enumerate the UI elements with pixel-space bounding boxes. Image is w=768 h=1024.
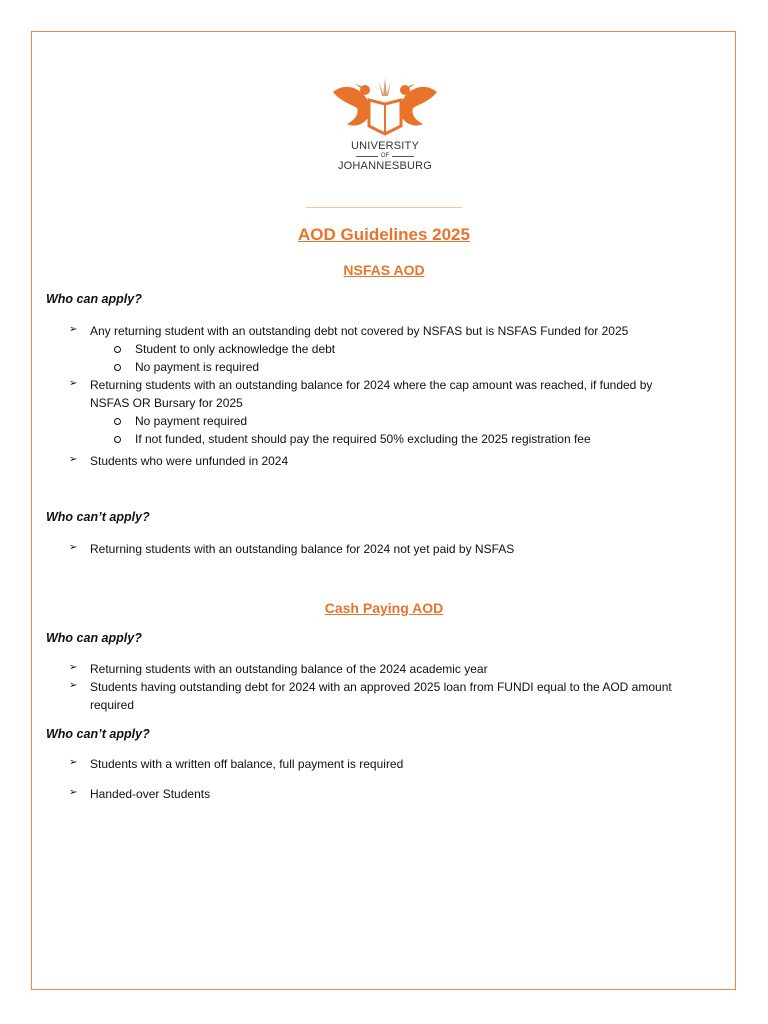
logo-text-university: UNIVERSITY	[350, 140, 419, 152]
arrow-bullet-icon: ➢	[69, 757, 78, 768]
header-divider	[306, 207, 462, 208]
nsfas-can-item-2: Returning students with an outstanding balance for 2024 where the cap amount was reached, if funded by	[90, 378, 653, 392]
nsfas-can-item-1: Any returning student with an outstanding debt not covered by NSFAS but is NSFAS Funded for 2025	[90, 324, 629, 338]
nsfas-sub-item-1b: No payment is required	[135, 360, 260, 374]
arrow-bullet-icon: ➢	[69, 662, 78, 673]
arrow-bullet-icon: ➢	[69, 680, 78, 691]
university-logo	[320, 74, 450, 184]
document-title: AOD Guidelines 2025	[298, 225, 470, 244]
arrow-bullet-icon: ➢	[69, 454, 78, 465]
arrow-bullet-icon: ➢	[69, 324, 78, 335]
nsfas-sub-item-2a: No payment required	[135, 414, 248, 428]
circle-bullet-icon	[114, 436, 121, 443]
nsfas-heading: NSFAS AOD	[343, 262, 425, 278]
circle-bullet-icon	[114, 364, 121, 371]
cash-cant-apply-label: Who can’t apply?	[46, 727, 150, 741]
logo-text-johannesburg: JOHANNESBURG	[337, 160, 433, 172]
arrow-bullet-icon: ➢	[69, 378, 78, 389]
nsfas-can-item-3: Students who were unfunded in 2024	[90, 454, 289, 468]
cash-can-apply-label: Who can apply?	[46, 631, 142, 645]
arrow-bullet-icon: ➢	[69, 787, 78, 798]
logo-of-line-right	[392, 156, 414, 157]
nsfas-cant-apply-label: Who can’t apply?	[46, 510, 150, 524]
cash-cant-item-1: Students with a written off balance, full payment is required	[90, 757, 404, 771]
logo-text-of: OF	[380, 153, 390, 159]
uj-crest-icon	[325, 74, 445, 140]
cash-can-item-1: Returning students with an outstanding balance of the 2024 academic year	[90, 662, 488, 676]
cash-heading: Cash Paying AOD	[324, 600, 444, 616]
logo-text-of-row	[320, 152, 450, 160]
cash-cant-item-2: Handed-over Students	[90, 787, 211, 801]
arrow-bullet-icon: ➢	[69, 542, 78, 553]
cash-can-item-2: Students having outstanding debt for 2024 with an approved 2025 loan from FUNDI equal to the AOD amount	[90, 680, 672, 694]
nsfas-can-apply-label: Who can apply?	[46, 292, 142, 306]
cash-can-item-2-cont: required	[90, 698, 135, 712]
nsfas-cant-item-1: Returning students with an outstanding balance for 2024 not yet paid by NSFAS	[90, 542, 515, 556]
nsfas-sub-item-1a: Student to only acknowledge the debt	[135, 342, 336, 356]
circle-bullet-icon	[114, 418, 121, 425]
logo-of-line-left	[356, 156, 378, 157]
nsfas-can-item-2-cont: NSFAS OR Bursary for 2025	[90, 396, 243, 410]
circle-bullet-icon	[114, 346, 121, 353]
nsfas-sub-item-2b: If not funded, student should pay the required 50% excluding the 2025 registration fee	[135, 432, 591, 446]
